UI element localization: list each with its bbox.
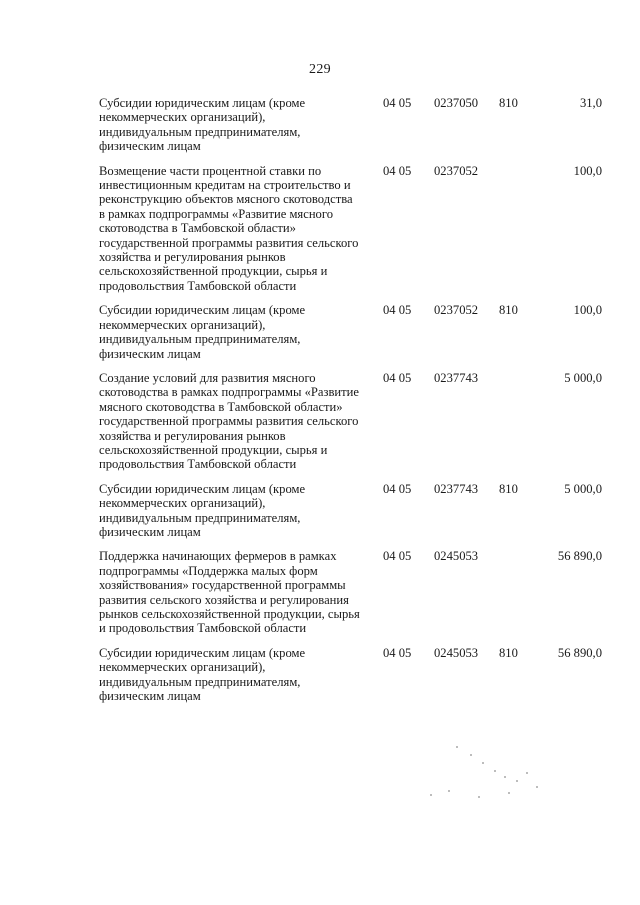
scan-dot: [478, 796, 480, 798]
row-section: 04 05: [383, 370, 412, 385]
table-row: [0, 549, 640, 635]
row-section: 04 05: [383, 163, 412, 178]
row-target-code: 0237743: [434, 370, 479, 385]
row-section: 04 05: [383, 303, 412, 318]
scan-dot: [430, 794, 432, 796]
table-row: [0, 371, 640, 472]
row-target-code: 0245053: [434, 645, 479, 660]
row-amount: 31,0: [579, 96, 602, 110]
scan-dot: [494, 770, 496, 772]
scan-dot: [516, 780, 518, 782]
table-row: [0, 164, 640, 294]
row-target-code: 0237052: [434, 303, 479, 318]
row-description: Субсидии юридическим лицам (кроме некоммерческих организаций), индивидуальным предпринимателям, физическим лицам: [99, 96, 306, 154]
row-expense-type: 810: [499, 96, 518, 110]
row-description: Субсидии юридическим лицам (кроме некоммерческих организаций), индивидуальным предпринимателям, физическим лицам: [99, 303, 306, 361]
scan-dot: [470, 754, 472, 756]
row-section: 04 05: [383, 549, 412, 564]
scan-stamp-traces: [408, 742, 558, 802]
row-expense-type: 810: [499, 645, 518, 660]
row-amount: 5 000,0: [564, 370, 602, 385]
table-row: [0, 482, 640, 540]
scan-dot: [456, 746, 458, 748]
row-section: 04 05: [383, 645, 412, 660]
row-section: 04 05: [383, 96, 412, 110]
row-target-code: 0237052: [434, 163, 479, 178]
row-amount: 5 000,0: [564, 481, 602, 496]
row-description: Поддержка начинающих фермеров в рамках подпрограммы «Поддержка малых форм хозяйствования» государственной программы развития сельского хозяйства и регулирования рынков сельскохозяйственной продукции, сырья и продовольствия Тамбовской области: [99, 549, 360, 636]
row-expense-type: 810: [499, 303, 518, 318]
row-description: Субсидии юридическим лицам (кроме некоммерческих организаций), индивидуальным предпринимателям, физическим лицам: [99, 645, 306, 704]
scan-dot: [504, 776, 506, 778]
row-target-code: 0245053: [434, 549, 479, 564]
table-row: [0, 303, 640, 361]
row-target-code: 0237050: [434, 96, 479, 110]
budget-table: [0, 96, 640, 713]
page-number: 229: [309, 62, 331, 77]
row-description: Субсидии юридическим лицам (кроме некоммерческих организаций), индивидуальным предпринимателям, физическим лицам: [99, 481, 306, 539]
row-description: Возмещение части процентной ставки по инвестиционным кредитам на строительство и реконструкцию объектов мясного скотоводства в рамках подпрограммы «Развитие мясного скотоводства в Тамбовской области» государственной программы развития сельского хозяйства и регулирования рынков сельскохозяйственной продукции, сырья и продовольствия Тамбовской области: [99, 163, 359, 293]
scan-dot: [508, 792, 510, 794]
row-expense-type: 810: [499, 481, 518, 496]
scan-dot: [526, 772, 528, 774]
row-section: 04 05: [383, 481, 412, 496]
scan-dot: [536, 786, 538, 788]
row-amount: 100,0: [573, 163, 602, 178]
row-amount: 100,0: [573, 303, 602, 318]
row-description: Создание условий для развития мясного скотоводства в рамках подпрограммы «Развитие мясного скотоводства в Тамбовской области» государственной программы развития сельского хозяйства и регулирования рынков сельскохозяйственной продукции, сырья и продовольствия Тамбовской области: [99, 370, 359, 472]
row-target-code: 0237743: [434, 481, 479, 496]
scan-dot: [448, 790, 450, 792]
table-row: [0, 96, 640, 154]
table-row: [0, 646, 640, 704]
scan-dot: [482, 762, 484, 764]
row-amount: 56 890,0: [557, 549, 602, 564]
row-amount: 56 890,0: [557, 645, 602, 660]
